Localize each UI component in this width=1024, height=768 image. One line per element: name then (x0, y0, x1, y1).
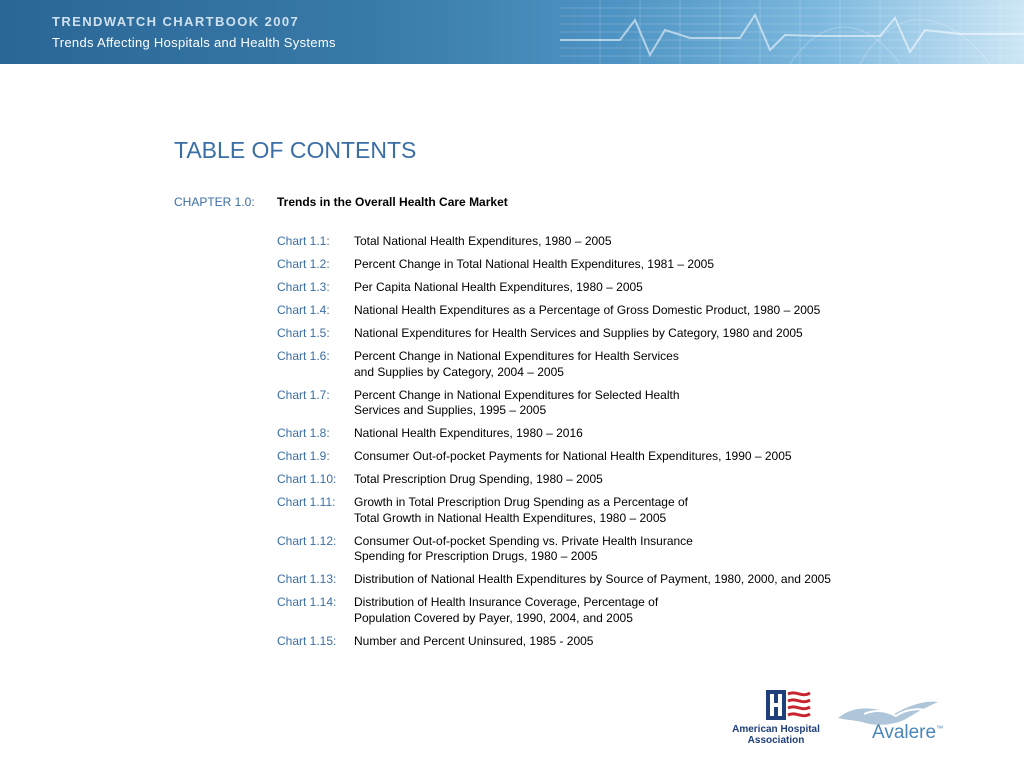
header-title: TRENDWATCH CHARTBOOK 2007 (52, 14, 300, 29)
toc-entry[interactable] (277, 534, 977, 565)
toc-entry-title: Percent Change in National Expenditures for Health Services and Supplies by Category, 2004 – 2005 (354, 349, 679, 379)
toc-entry-title: National Health Expenditures, 1980 – 2016 (354, 426, 583, 440)
aha-flag-icon (764, 688, 812, 722)
toc-entry-number: Chart 1.3: (277, 280, 330, 294)
avalere-logo (834, 692, 942, 748)
toc-entry-title: Consumer Out-of-pocket Payments for National Health Expenditures, 1990 – 2005 (354, 449, 792, 463)
toc-entry[interactable] (277, 303, 977, 319)
toc-entry[interactable] (277, 426, 977, 442)
header-subtitle: Trends Affecting Hospitals and Health Systems (52, 35, 336, 50)
toc-entry-title: Total Prescription Drug Spending, 1980 – 2005 (354, 472, 603, 486)
toc-entry-title: National Health Expenditures as a Percentage of Gross Domestic Product, 1980 – 2005 (354, 303, 821, 317)
page-title: TABLE OF CONTENTS (174, 137, 417, 163)
toc-entry[interactable] (277, 257, 977, 273)
toc-entry[interactable] (277, 234, 977, 250)
toc-entry-number: Chart 1.6: (277, 349, 330, 363)
toc-entry[interactable] (277, 388, 977, 419)
avalere-logo-text: Avalere™ (872, 722, 944, 743)
toc-entry-title: Growth in Total Prescription Drug Spending as a Percentage of Total Growth in National Health Expenditures, 1980 – 2005 (354, 495, 688, 525)
toc-list (277, 234, 977, 657)
toc-entry-number: Chart 1.13: (277, 572, 337, 586)
toc-entry[interactable] (277, 449, 977, 465)
toc-entry-number: Chart 1.4: (277, 303, 330, 317)
toc-entry[interactable] (277, 349, 977, 380)
toc-entry-number: Chart 1.2: (277, 257, 330, 271)
header-banner (0, 0, 1024, 64)
toc-entry-number: Chart 1.8: (277, 426, 330, 440)
toc-entry-number: Chart 1.5: (277, 326, 330, 340)
footer-logos (722, 686, 942, 756)
toc-entry-number: Chart 1.9: (277, 449, 330, 463)
toc-entry-number: Chart 1.12: (277, 533, 337, 548)
toc-entry[interactable] (277, 634, 977, 650)
toc-entry-number: Chart 1.10: (277, 472, 337, 486)
toc-entry[interactable] (277, 280, 977, 296)
toc-entry-title: Total National Health Expenditures, 1980 – 2005 (354, 234, 612, 248)
toc-entry[interactable] (277, 326, 977, 342)
aha-logo (722, 686, 832, 752)
toc-entry[interactable] (277, 495, 977, 526)
toc-entry[interactable] (277, 572, 977, 588)
toc-entry-number: Chart 1.7: (277, 387, 330, 402)
toc-entry-title: Percent Change in National Expenditures for Selected Health Services and Supplies, 1995 – 2005 (354, 387, 680, 417)
toc-entry-title: National Expenditures for Health Services and Supplies by Category, 1980 and 2005 (354, 326, 803, 340)
toc-entry-title: Percent Change in Total National Health Expenditures, 1981 – 2005 (354, 257, 715, 271)
toc-entry-title: Distribution of National Health Expenditures by Source of Payment, 1980, 2000, and 2005 (354, 572, 831, 586)
toc-entry[interactable] (277, 595, 977, 626)
toc-entry-title: Distribution of Health Insurance Coverage, Percentage of Population Covered by Payer, 1990, 2004, and 2005 (354, 595, 659, 625)
toc-entry-title: Consumer Out-of-pocket Spending vs. Private Health Insurance Spending for Prescription Drugs, 1980 – 2005 (354, 533, 693, 563)
toc-entry-number: Chart 1.11: (277, 495, 336, 509)
toc-entry-number: Chart 1.14: (277, 595, 337, 609)
toc-entry-number: Chart 1.1: (277, 234, 330, 248)
chapter-title: Trends in the Overall Health Care Market (277, 195, 508, 209)
toc-entry-title: Number and Percent Uninsured, 1985 - 2005 (354, 633, 594, 648)
toc-entry-title: Per Capita National Health Expenditures, 1980 – 2005 (354, 280, 643, 294)
aha-logo-text: American Hospital Association (732, 724, 820, 746)
toc-entry-number: Chart 1.15: (277, 633, 337, 648)
chapter-label: CHAPTER 1.0: (174, 195, 255, 209)
banner-pattern (560, 0, 1024, 64)
toc-entry[interactable] (277, 472, 977, 488)
